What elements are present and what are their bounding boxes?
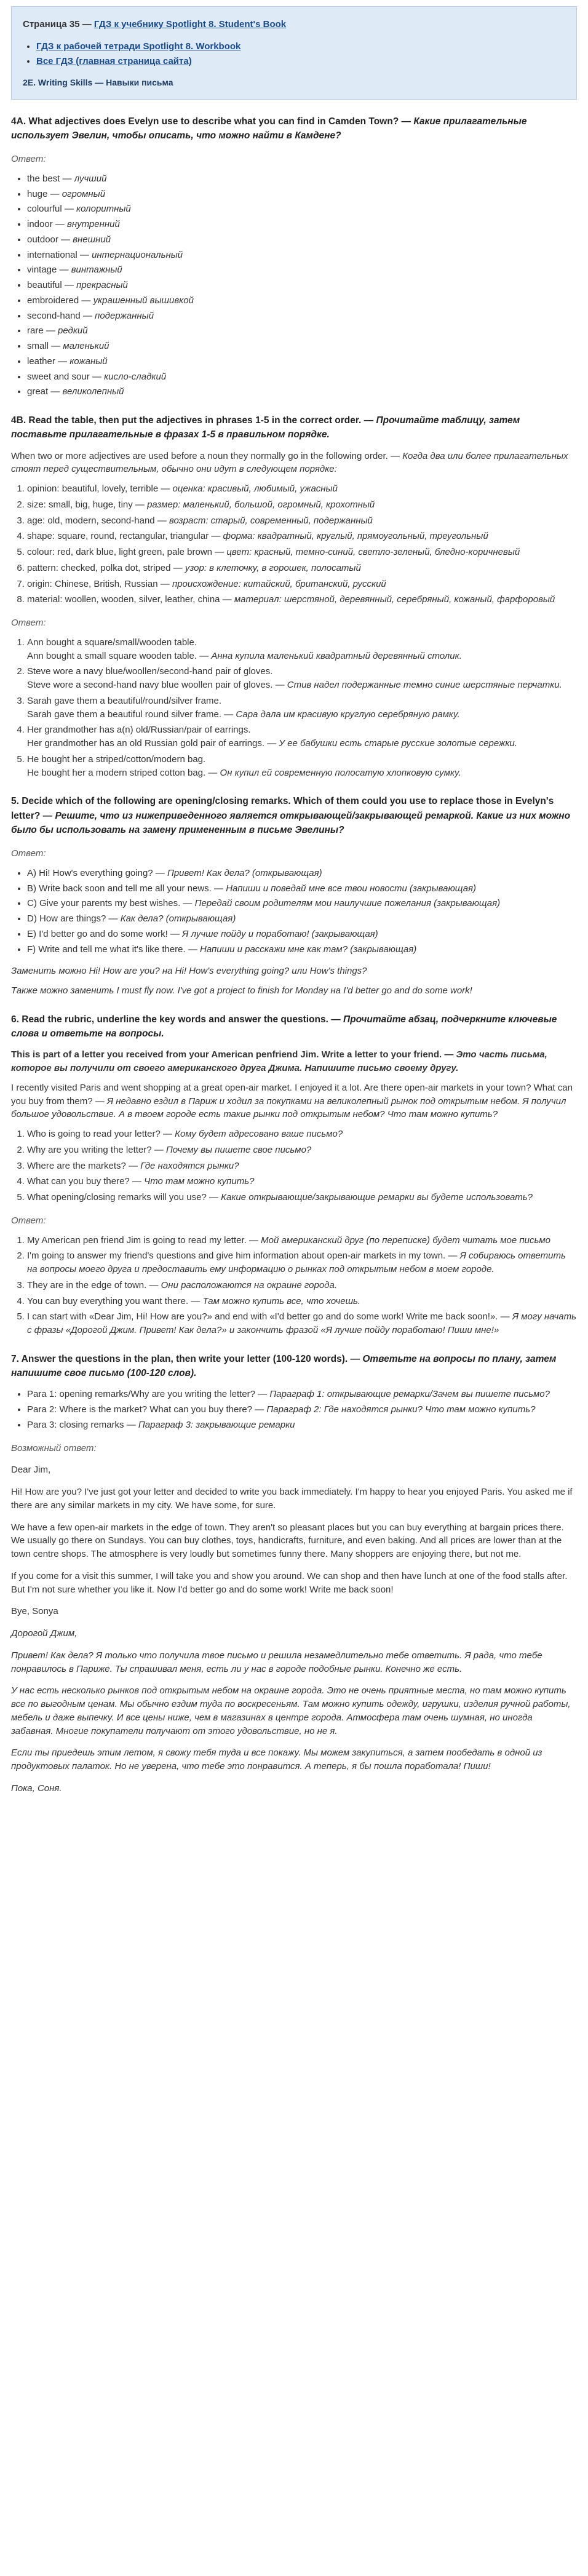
remark-item-en: D) How are things? [27, 913, 106, 924]
remark-item: • F) Write and tell me what it's like there. — Напиши и расскажи мне как там? (закрывающая) [27, 943, 577, 956]
adjective-item-en: vintage [27, 264, 57, 276]
remark-item: • E) I'd better go and do some work! — Я лучше пойду и поработаю! (закрывающая) [27, 928, 577, 941]
adjective-item: • huge — огромный [27, 188, 577, 201]
rubric [11, 1048, 577, 1075]
adjective-list [11, 172, 577, 399]
plan-item: • Para 3: closing remarks — Параграф 3: закрывающие ремарки [27, 1418, 577, 1432]
adjective-item-ru: интернациональный [92, 249, 183, 260]
replace-note-2: Также можно заменить I must fly now. I've got a project to finish for Monday на I'd better go and do some work! [11, 985, 472, 996]
adjective-item-ru: редкий [58, 325, 88, 336]
order-rule-item-en: material: woollen, wooden, silver, leather, china [27, 594, 220, 605]
remark-item-ru: Передай своим родителям мои наилучшие пожелания (закрывающая) [194, 898, 501, 909]
adjective-item-ru: лучший [74, 173, 107, 184]
question-6-ru: Прочитайте абзац, подчеркните ключевые слова и ответьте на вопросы. [11, 1014, 557, 1040]
rubric-question-item-en: Who is going to read your letter? [27, 1129, 161, 1140]
adjective-item: • sweet and sour — кисло-сладкий [27, 370, 577, 384]
question-7-en: 7. Answer the questions in the plan, then write your letter (100-120 words). — [11, 1353, 360, 1364]
adjective-item: • leather — кожаный [27, 355, 577, 368]
rubric-answer-item: 2. I'm going to answer my friend's questions and give him information about open-air markets in my town. — Я собираюсь ответить на вопросы моего друга и предоставить ему информацию о рынках под открытым небом в моем городе. [27, 1249, 577, 1276]
remark-item-ru: Я лучше пойду и поработаю! (закрывающая) [182, 928, 378, 939]
order-answer-line: He bought her a modern striped cotton bag. — Он купил ей современную полосатую хлопковую сумку. [27, 767, 461, 778]
answer-label: Ответ: [11, 618, 46, 629]
order-answer-line: Her grandmother has an old Russian gold pair of earrings. — У ее бабушки есть старые русские золотые сережки. [27, 738, 517, 749]
adjective-item-en: international [27, 249, 77, 260]
order-intro-en: When two or more adjectives are used before a noun they normally go in the following order. — [11, 450, 400, 461]
rubric-question-item: 5. What opening/closing remarks will you use? — Какие открывающие/закрывающие ремарки вы будете использовать? [27, 1191, 577, 1204]
order-answer-en: Sarah gave them a beautiful round silver frame. [27, 709, 222, 720]
rubric-answer-item-en: My American pen friend Jim is going to read my letter. [27, 1234, 247, 1246]
rubric-answer-item-en: I'm going to answer my friend's questions and give him information about open-air markets in my town. [27, 1250, 446, 1262]
adjective-item-en: rare [27, 325, 44, 336]
question-5-ru: Решите, что из нижеприведенного является открывающей/закрывающей ремаркой. Какие из них можно было бы использовать на замену примененным в письме Эвелины? [11, 810, 571, 835]
rubric-answer-item: 5. I can start with «Dear Jim, Hi! How are you?» and end with «I'd better go and do some work! Write me back soon!». — Я могу начать с фразы «Дорогой Джим. Привет! Как дела?» и закончить фразой «Я лучше пойду поработаю! Пиши мне!» [27, 1310, 577, 1337]
order-rule-item: 8. material: woollen, wooden, silver, leather, china — материал: шерстяной, деревянный, серебряный, кожаный, фарфоровый [27, 593, 577, 606]
section-title: 2E. Writing Skills — Навыки письма [23, 78, 173, 88]
order-rule-item-ru: узор: в клеточку, в горошек, полосатый [185, 562, 361, 573]
rubric-question-item-ru: Что там можно купить? [144, 1176, 255, 1187]
rubric-question-item-ru: Кому будет адресовано ваше письмо? [175, 1129, 343, 1140]
letter-en-paragraph: Hi! How are you? I've just got your letter and decided to write you back immediately. I'm happy to hear you enjoyed Paris. You asked me if there are any similar markets in my city. We have some, for sure. [11, 1487, 573, 1511]
rubric-answer-item: 4. You can buy everything you want there. — Там можно купить все, что хочешь. [27, 1295, 577, 1308]
page [11, 0, 577, 1816]
breadcrumb [23, 18, 565, 31]
plan-item-ru: Параграф 1: открывающие ремарки/Зачем вы пишете письмо? [269, 1389, 550, 1400]
question-4b-en: 4B. Read the table, then put the adjectives in phrases 1-5 in the correct order. — [11, 415, 374, 426]
rubric-answer-item-ru: Я могу начать с фразы «Дорогой Джим. Привет! Как дела?» и закончить фразой «Я лучше пойду поработаю! Пиши мне!» [27, 1311, 576, 1336]
rubric-en: This is part of a letter you received from your American penfriend Jim. Write a letter to your friend. — [11, 1049, 454, 1060]
remark-item: • A) Hi! How's everything going? — Привет! Как дела? (открывающая) [27, 867, 577, 880]
plan-item-en: Para 2: Where is the market? What can you buy there? [27, 1404, 253, 1415]
question-6 [11, 1012, 577, 1041]
rubric-question-item-en: What can you buy there? [27, 1176, 130, 1187]
order-rule-item-ru: возраст: старый, современный, подержанный [169, 515, 373, 526]
letter-en [11, 1463, 577, 1618]
order-answer-item [27, 753, 577, 780]
header-link-item [36, 55, 565, 68]
question-4a-en: 4A. What adjectives does Evelyn use to describe what you can find in Camden Town? — [11, 116, 411, 127]
order-answer-line: Sarah gave them a beautiful round silver frame. — Сара дала им красивую круглую серебряную рамку. [27, 709, 460, 720]
adjective-item: • second-hand — подержанный [27, 309, 577, 323]
breadcrumb-prefix: Страница 35 — [23, 19, 94, 30]
order-rule-item-ru: происхождение: китайский, британский, русский [172, 578, 386, 589]
order-rule-item-en: colour: red, dark blue, light green, pale brown [27, 547, 213, 558]
order-answer-line: Ann bought a small square wooden table. — Анна купила маленький квадратный деревянный столик. [27, 650, 462, 661]
order-answer-line: Steve wore a second-hand navy blue woollen pair of gloves. — Стив надел подержанные темно синие шерстяные перчатки. [27, 680, 562, 691]
adjective-item-en: leather [27, 356, 55, 367]
question-4b-ru: Прочитайте таблицу, затем поставьте прилагательные в фразах 1-5 в правильном порядке. [11, 415, 520, 440]
adjective-item: • great — великолепный [27, 385, 577, 399]
remark-item-ru: Как дела? (открывающая) [120, 913, 236, 924]
order-intro-ru: Когда два или более прилагательных стоят перед существительным, обычно они идут в следующем порядке: [11, 450, 568, 475]
order-rule-item-en: pattern: checked, polka dot, striped [27, 562, 171, 573]
letter-en-paragraph: We have a few open-air markets in the edge of town. They aren't so pleasant places but you can buy everything at bargain prices there. We usually go there on Sundays. You can buy clothes, toys, handicrafts, furniture, and even baking. And all prices are lower than at the town centre shops. The atmosphere is very loudly but sometimes funny there. Many shoppers are enjoying there, but not me. [11, 1522, 564, 1560]
order-rule-item: 2. size: small, big, huge, tiny — размер: маленький, большой, огромный, крохотный [27, 498, 577, 512]
question-6-en: 6. Read the rubric, underline the key words and answer the questions. — [11, 1014, 341, 1025]
jim-letter-en: I recently visited Paris and went shopping at a great open-air market. I enjoyed it a lot. Are there open-air markets in your town? What can you buy from them? — [11, 1082, 573, 1107]
adjective-item-ru: колоритный [76, 204, 131, 215]
remark-item-en: E) I'd better go and do some work! [27, 928, 168, 939]
adjective-item-ru: украшенный вышивкой [93, 295, 194, 306]
letter-en-paragraph: Bye, Sonya [11, 1606, 58, 1617]
plan-item-en: Para 1: opening remarks/Why are you writing the letter? [27, 1389, 256, 1400]
question-5-en: 5. Decide which of the following are opening/closing remarks. Which of them could you use to replace those in Evelyn's letter? — [11, 796, 554, 821]
order-answer-en: He bought her a modern striped cotton bag. [27, 767, 206, 778]
rubric-answer-item-en: They are in the edge of town. [27, 1279, 147, 1290]
order-answer-item [27, 665, 577, 692]
order-rule-item: 6. pattern: checked, polka dot, striped — узор: в клеточку, в горошек, полосатый [27, 562, 577, 575]
order-rule-item-ru: размер: маленький, большой, огромный, крохотный [147, 499, 375, 510]
order-intro [11, 450, 577, 477]
rubric-answers-list [11, 1234, 577, 1337]
question-7 [11, 1352, 577, 1381]
rubric-answer-item-en: You can buy everything you want there. [27, 1295, 189, 1306]
order-rule-item-ru: оценка: красивый, любимый, ужасный [172, 483, 338, 495]
rubric-question-item-ru: Где находятся рынки? [140, 1160, 239, 1171]
adjective-item-ru: внутренний [67, 219, 120, 230]
order-rule-item: 4. shape: square, round, rectangular, triangular — форма: квадратный, круглый, прямоугольный, треугольный [27, 530, 577, 543]
order-answer-ru: Анна купила маленький квадратный деревянный столик. [211, 650, 462, 661]
order-rule-item-en: origin: Chinese, British, Russian [27, 578, 158, 589]
adjective-item: • indoor — внутренний [27, 218, 577, 231]
workbook-link[interactable]: ГДЗ к рабочей тетради Spotlight 8. Workbook [36, 41, 241, 52]
order-answer-en: Ann bought a small square wooden table. [27, 650, 197, 661]
order-rule-item-ru: материал: шерстяной, деревянный, серебряный, кожаный, фарфоровый [234, 594, 555, 605]
adjective-item-en: beautiful [27, 280, 62, 291]
order-rule-item-en: size: small, big, huge, tiny [27, 499, 133, 510]
letter-ru-paragraph: Дорогой Джим, [11, 1628, 77, 1639]
order-answer-question: 1. Ann bought a square/small/wooden table. [27, 637, 197, 648]
adjective-item-en: outdoor [27, 234, 58, 245]
remark-item-en: A) Hi! How's everything going? [27, 867, 153, 878]
order-answer-question: 5. He bought her a striped/cotton/modern bag. [27, 753, 206, 765]
adjective-item-ru: великолепный [62, 386, 124, 397]
adjective-item: • international — интернациональный [27, 248, 577, 262]
order-rules-list [11, 482, 577, 606]
order-answers-list [11, 636, 577, 780]
adjective-item-en: second-hand [27, 310, 81, 321]
letter-ru [11, 1627, 577, 1795]
rubric-question-item-ru: Почему вы пишете свое письмо? [165, 1144, 312, 1155]
adjective-item: • vintage — винтажный [27, 263, 577, 277]
adjective-item-en: sweet and sour [27, 371, 90, 382]
plan-item: • Para 1: opening remarks/Why are you writing the letter? — Параграф 1: открывающие ремарки/Зачем вы пишете письмо? [27, 1388, 577, 1401]
order-answer-ru: Стив надел подержанные темно синие шерстяные перчатки. [287, 680, 562, 691]
adjective-item-en: indoor [27, 219, 53, 230]
adjective-item: • embroidered — украшенный вышивкой [27, 294, 577, 308]
order-rule-item-en: opinion: beautiful, lovely, terrible [27, 483, 159, 495]
order-rule-item: 1. opinion: beautiful, lovely, terrible — оценка: красивый, любимый, ужасный [27, 482, 577, 496]
adjective-item-ru: огромный [62, 188, 106, 199]
rubric-answer-item: 1. My American pen friend Jim is going to read my letter. — Мой американский друг (по переписке) будет читать мое письмо [27, 1234, 577, 1247]
jim-letter-excerpt [11, 1081, 577, 1121]
plan-item-en: Para 3: closing remarks [27, 1419, 124, 1430]
question-5 [11, 794, 577, 837]
plan-item-ru: Параграф 3: закрывающие ремарки [138, 1419, 295, 1430]
order-rule-item-ru: цвет: красный, темно-синий, светло-зеленый, бледно-коричневый [226, 547, 520, 558]
order-answer-ru: Он купил ей современную полосатую хлопковую сумку. [220, 767, 461, 778]
adjective-item-en: small [27, 341, 49, 352]
plan-item: • Para 2: Where is the market? What can you buy there? — Параграф 2: Где находятся рынки? Что там можно купить? [27, 1403, 577, 1417]
rubric-question-item-en: What opening/closing remarks will you use? [27, 1192, 207, 1203]
order-rule-item-en: shape: square, round, rectangular, triangular [27, 531, 209, 542]
header-link-item [36, 40, 565, 54]
order-rule-item: 3. age: old, modern, second-hand — возраст: старый, современный, подержанный [27, 514, 577, 528]
remark-item: • B) Write back soon and tell me all your news. — Напиши и поведай мне все твои новости (закрывающая) [27, 882, 577, 896]
order-rule-item-ru: форма: квадратный, круглый, прямоугольный, треугольный [223, 531, 488, 542]
rubric-ru: Это часть письма, которое вы получили от своего американского друга Джима. Напишите письмо своему другу. [11, 1049, 547, 1074]
adjective-item-en: huge [27, 188, 48, 199]
adjective-item-ru: прекрасный [76, 280, 128, 291]
rubric-question-item-en: Where are the markets? [27, 1160, 126, 1171]
letter-ru-paragraph: Пока, Соня. [11, 1783, 62, 1794]
order-answer-question: 2. Steve wore a navy blue/woollen/second-hand pair of gloves. [27, 666, 273, 677]
rubric-answer-item-ru: Мой американский друг (по переписке) будет читать мое письмо [261, 1234, 551, 1246]
order-answer-question: 3. Sarah gave them a beautiful/round/silver frame. [27, 695, 222, 706]
adjective-item: • small — маленький [27, 340, 577, 353]
adjective-item: • beautiful — прекрасный [27, 279, 577, 292]
order-rule-item-en: age: old, modern, second-hand [27, 515, 155, 526]
rubric-question-item-en: Why are you writing the letter? [27, 1144, 152, 1155]
remarks-list [11, 867, 577, 956]
rubric-answer-item-ru: Они расположаются на окраине города. [161, 1279, 337, 1290]
question-4a [11, 114, 577, 143]
header-links [23, 40, 565, 68]
order-rule-item: 7. origin: Chinese, British, Russian — происхождение: китайский, британский, русский [27, 578, 577, 591]
rubric-question-item: 1. Who is going to read your letter? — Кому будет адресовано ваше письмо? [27, 1127, 577, 1141]
answer-label: Ответ: [11, 154, 46, 165]
adjective-item-en: great [27, 386, 49, 397]
rubric-question-item: 2. Why are you writing the letter? — Почему вы пишете свое письмо? [27, 1143, 577, 1157]
order-answer-question: 4. Her grandmother has a(n) old/Russian/pair of earrings. [27, 725, 251, 736]
remark-item-en: F) Write and tell me what it's like there. [27, 944, 186, 955]
adjective-item-ru: подержанный [95, 310, 154, 321]
letter-ru-paragraph: Привет! Как дела? Я только что получила твое письмо и решила незамедлительно тебе ответить. Я рада, что тебе понравилось в Париже. Ты спрашивал меня, есть ли у нас в городе подобные рынки. Конечно же есть. [11, 1650, 542, 1674]
plan-list [11, 1388, 577, 1431]
students-book-link[interactable]: ГДЗ к учебнику Spotlight 8. Student's Book [93, 19, 287, 30]
adjective-item-en: embroidered [27, 295, 79, 306]
remark-item-ru: Напиши и поведай мне все твои новости (закрывающая) [226, 883, 477, 894]
rubric-question-item-ru: Какие открывающие/закрывающие ремарки вы будете использовать? [221, 1192, 533, 1203]
rubric-questions-list [11, 1127, 577, 1204]
remark-item-ru: Привет! Как дела? (открывающая) [167, 867, 322, 878]
rubric-question-item: 3. Where are the markets? — Где находятся рынки? [27, 1159, 577, 1173]
order-rule-item: 5. colour: red, dark blue, light green, pale brown — цвет: красный, темно-синий, светло-зеленый, бледно-коричневый [27, 546, 577, 559]
plan-item-ru: Параграф 2: Где находятся рынки? Что там можно купить? [266, 1404, 536, 1415]
order-answer-en: Her grandmother has an old Russian gold pair of earrings. [27, 738, 265, 749]
jim-letter-ru: Я недавно ездил в Париж и ходил за покупками на великолепный рынок под открытым небом. Я получил большое удовольствие. А в твоем городе есть такие рынки под открытым небом? Что там можно купить? [11, 1095, 566, 1120]
adjective-item: • outdoor — внешний [27, 233, 577, 247]
rubric-answer-item-ru: Я собираюсь ответить на вопросы моего друга и предоставить ему информацию о рынках под открытым небом в моем городе. [27, 1250, 566, 1275]
adjective-item-ru: внешний [73, 234, 111, 245]
adjective-item: • the best — лучший [27, 172, 577, 186]
adjective-item: • colourful — колоритный [27, 202, 577, 216]
order-answer-en: Steve wore a second-hand navy blue woollen pair of gloves. [27, 680, 273, 691]
answer-label: Ответ: [11, 848, 46, 859]
order-answer-item [27, 694, 577, 722]
remark-item: • C) Give your parents my best wishes. — Передай своим родителям мои наилучшие пожелания (закрывающая) [27, 897, 577, 910]
question-4a-ru: Какие прилагательные использует Эвелин, чтобы описать, что можно найти в Камдене? [11, 116, 527, 141]
order-answer-ru: Сара дала им красивую круглую серебряную рамку. [236, 709, 460, 720]
adjective-item-en: the best [27, 173, 60, 184]
letter-ru-paragraph: Если ты приедешь этим летом, я свожу тебя туда и все покажу. Мы можем закупиться, а затем пообедать в одной из продуктовых палаток. Но не уверена, что тебе это понравится. А теперь, я бы пошла поработала! Пиши! [11, 1747, 542, 1772]
remark-item-ru: Напиши и расскажи мне как там? (закрывающая) [200, 944, 417, 955]
adjective-item-ru: маленький [63, 341, 109, 352]
remark-item-en: C) Give your parents my best wishes. [27, 898, 181, 909]
replace-note-1: Заменить можно Hi! How are you? на Hi! How's everything going? или How's things? [11, 966, 367, 977]
adjective-item-en: colourful [27, 204, 62, 215]
adjective-item-ru: кисло-сладкий [104, 371, 167, 382]
header-box [11, 6, 577, 100]
adjective-item: • rare — редкий [27, 324, 577, 338]
answer-label: Ответ: [11, 1215, 46, 1226]
letter-en-paragraph: Dear Jim, [11, 1465, 51, 1476]
adjective-item-ru: винтажный [71, 264, 122, 276]
remark-item: • D) How are things? — Как дела? (открывающая) [27, 912, 577, 926]
all-gdz-link[interactable]: Все ГДЗ (главная страница сайта) [36, 55, 192, 66]
question-7-ru: Ответьте на вопросы по плану, затем напишите свое письмо (100-120 слов). [11, 1353, 557, 1379]
letter-ru-paragraph: У нас есть несколько рынков под открытым небом на окраине города. Это не очень приятные места, но там можно купить все по выгодным ценам. Мы обычно ездим туда по воскресеньям. Там можно купить одежду, игрушки, изделия ручной работы, мебель и даже выпечку. И все цены ниже, чем в магазинах в центре города. Атмосфера там очень шумная, но иногда забавная. Многие покупатели получают от этого удовольствие, но не я. [11, 1685, 571, 1736]
letter-en-paragraph: If you come for a visit this summer, I will take you and show you around. We can shop and then have lunch at one of the food stalls after. But I'm not sure whether you like it. Now I'd better go and do some work! Write me back soon! [11, 1570, 568, 1595]
adjective-item-ru: кожаный [70, 356, 108, 367]
order-answer-item [27, 723, 577, 750]
order-answer-item [27, 636, 577, 663]
remark-item-en: B) Write back soon and tell me all your news. [27, 883, 212, 894]
rubric-answer-item-en: I can start with «Dear Jim, Hi! How are you?» and end with «I'd better go and do some work! Write me back soon!». [27, 1311, 498, 1322]
rubric-answer-item: 3. They are in the edge of town. — Они расположаются на окраине города. [27, 1279, 577, 1292]
rubric-question-item: 4. What can you buy there? — Что там можно купить? [27, 1175, 577, 1188]
question-4b [11, 413, 577, 442]
rubric-answer-item-ru: Там можно купить все, что хочешь. [202, 1295, 361, 1306]
possible-answer-label: Возможный ответ: [11, 1442, 97, 1453]
order-answer-ru: У ее бабушки есть старые русские золотые сережки. [279, 738, 517, 749]
